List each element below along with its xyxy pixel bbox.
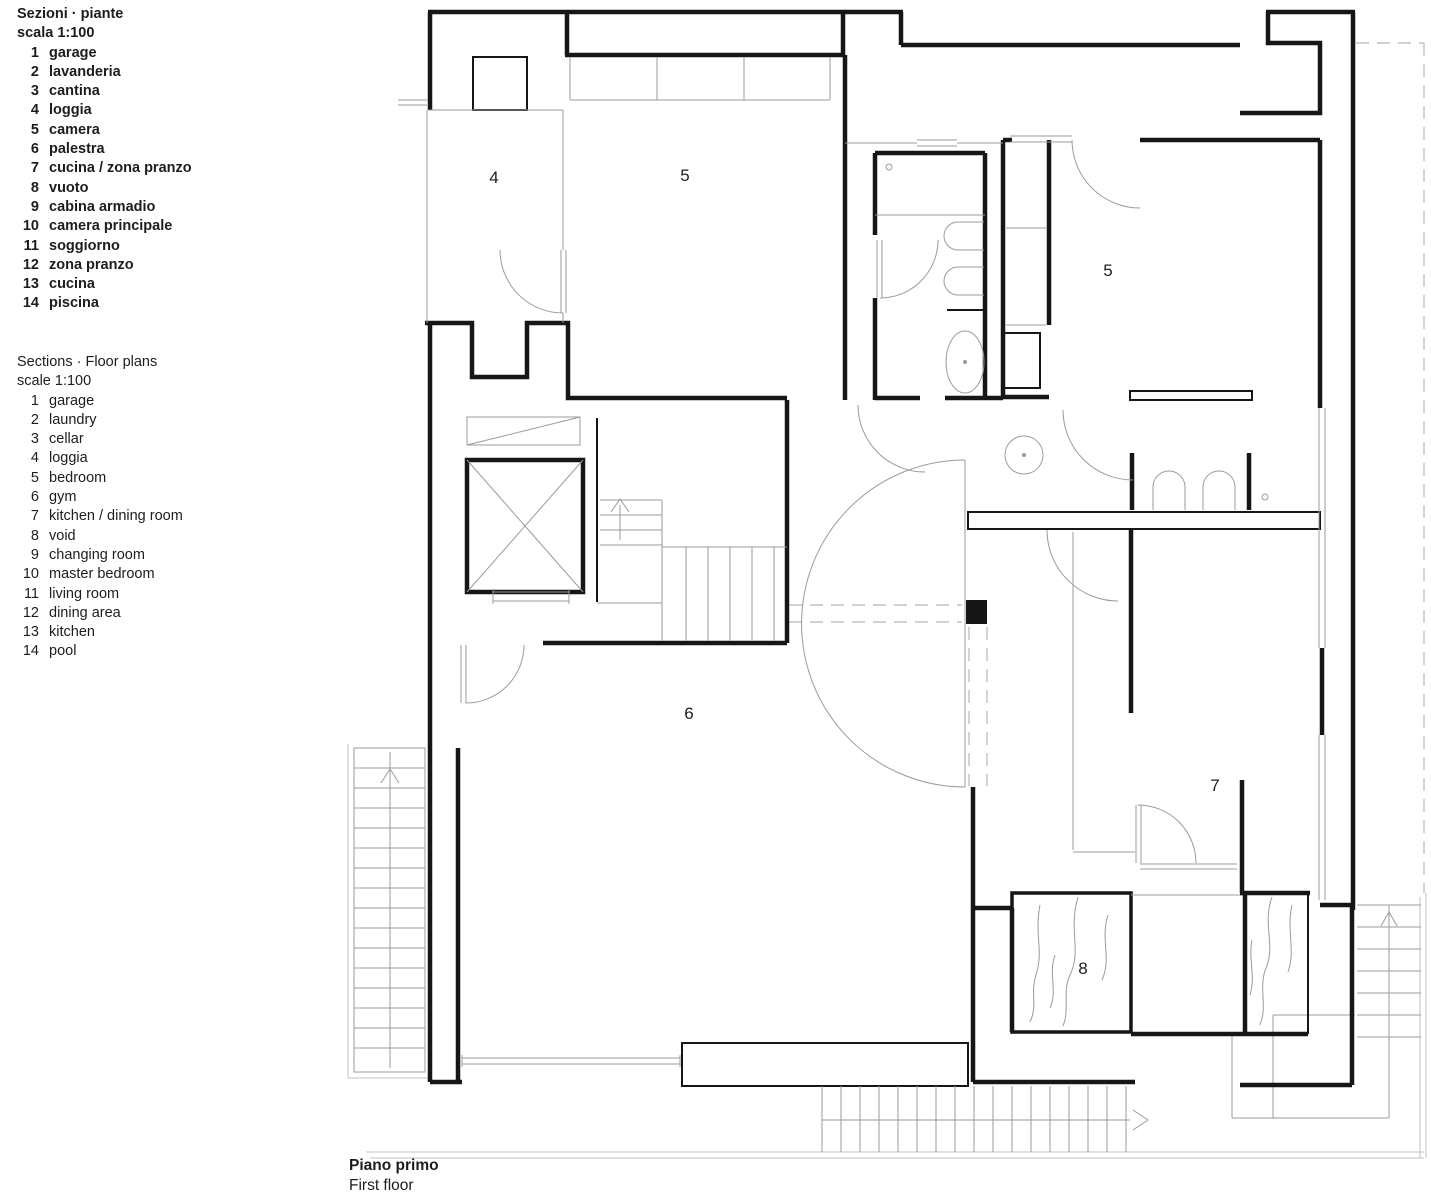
legend-item: 14 piscina <box>22 295 99 312</box>
legend-item: 9 changing room <box>30 546 145 563</box>
doors <box>461 140 1196 863</box>
exterior-stair-bottom <box>822 1086 1148 1152</box>
caption-title: Piano primo <box>349 1157 439 1174</box>
legend-item: 1 garage <box>30 44 97 61</box>
bidet <box>944 267 984 295</box>
loggia-boundary <box>427 110 563 323</box>
legend-item: 9 cabina armadio <box>30 198 156 215</box>
caption-subtitle: First floor <box>349 1177 414 1194</box>
legend-item: 12 dining area <box>22 604 121 621</box>
windows <box>462 136 1325 1067</box>
room-label-vuoto: 8 <box>1078 959 1088 978</box>
terrace-outlines <box>348 100 1426 1158</box>
legend-item: 1 garage <box>30 392 95 409</box>
walls <box>425 12 1355 1085</box>
legend-item: 6 palestra <box>30 141 105 158</box>
legend-item: 10 camera principale <box>22 218 173 235</box>
legend-item: 11 living room <box>23 585 120 602</box>
legend-item: 4 loggia <box>30 102 92 119</box>
legend-title-en: Sections · Floor plans <box>17 354 158 370</box>
legend-item: 10 master bedroom <box>22 566 155 583</box>
legend-item: 7 cucina / zona pranzo <box>30 160 192 177</box>
exterior-stair-right <box>1357 905 1421 1037</box>
legend-item: 5 camera <box>30 121 100 138</box>
legend-item: 8 void <box>30 527 76 544</box>
legend-scale-en: scale 1:100 <box>17 373 92 390</box>
legend-item: 13 kitchen <box>22 624 95 641</box>
legend-item: 3 cantina <box>30 83 100 100</box>
legend-item: 2 laundry <box>30 411 97 428</box>
legend-item: 12 zona pranzo <box>22 256 134 273</box>
legend-item: 14 pool <box>22 643 77 660</box>
room-label-camera-left: 5 <box>680 166 690 185</box>
legend-item: 2 lavanderia <box>30 63 121 80</box>
legend-item: 3 cellar <box>30 431 84 448</box>
vanity-counter <box>1130 391 1252 400</box>
toilet <box>944 222 984 250</box>
legend-scale-it: scala 1:100 <box>17 25 95 42</box>
sink <box>1203 471 1235 510</box>
room-labels <box>489 166 1219 978</box>
legend-item: 4 loggia <box>30 450 88 467</box>
sink <box>1153 471 1185 510</box>
legend-item: 5 bedroom <box>30 469 107 486</box>
void-squiggles <box>1030 897 1292 1026</box>
interior-stair-elevator <box>467 417 787 641</box>
room-label-camera-right: 5 <box>1103 261 1113 280</box>
exterior-stair-left <box>354 748 425 1072</box>
room-label-cucina: 7 <box>1210 776 1220 795</box>
room-label-palestra: 6 <box>684 704 694 723</box>
legend-item: 11 soggiorno <box>23 237 120 254</box>
legend-item: 7 kitchen / dining room <box>30 508 183 525</box>
legend-item: 6 gym <box>30 489 77 506</box>
stair-direction-arrow <box>1133 1110 1148 1130</box>
wall-fills <box>682 512 1320 1086</box>
legend-item: 13 cucina <box>22 276 95 293</box>
legend-title-it: Sezioni · piante <box>17 6 124 22</box>
legend-item: 8 vuoto <box>30 179 89 196</box>
room-label-loggia: 4 <box>489 168 499 187</box>
